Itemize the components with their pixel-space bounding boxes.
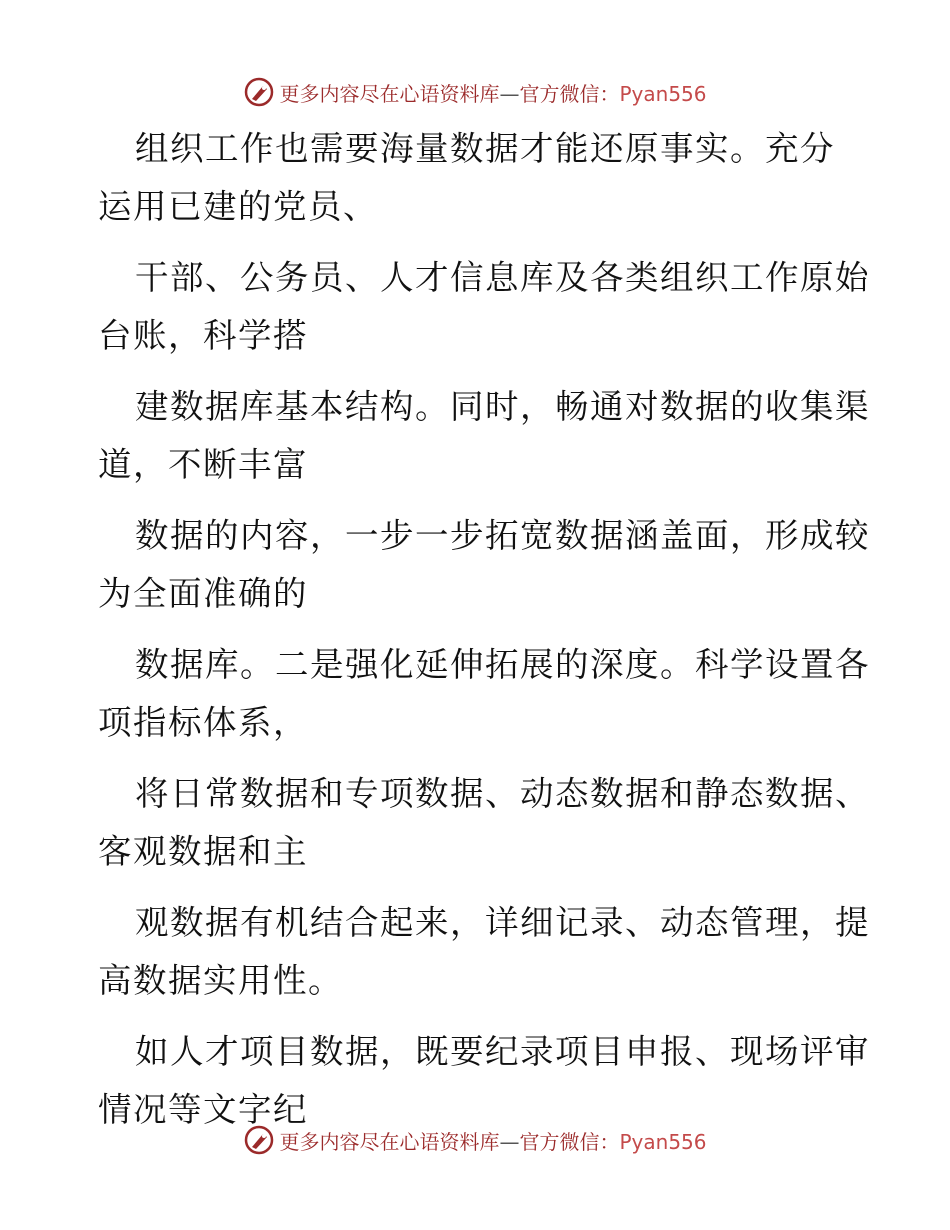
paragraph: [98, 765, 870, 881]
paragraph-line: 高数据实用性。: [98, 961, 343, 1000]
header-wechat-id: Pyan556: [619, 81, 707, 106]
footer-banner: [0, 1120, 950, 1160]
pen-nib-logo-icon: [243, 76, 275, 108]
header-banner: [0, 72, 950, 112]
paragraph-line: 为全面准确的: [98, 574, 308, 613]
paragraph-line: 台账，科学搭: [98, 316, 308, 355]
pen-nib-logo-icon: [243, 1124, 275, 1156]
footer-site-name: 更多内容尽在心语资料库: [279, 1129, 500, 1154]
paragraph-line: 组织工作也需要海量数据才能还原事实。充分: [135, 129, 835, 168]
paragraph-line: 数据的内容，一步一步拓宽数据涵盖面，形成较: [135, 516, 870, 555]
paragraph-line: 数据库。二是强化延伸拓展的深度。科学设置各: [135, 645, 870, 684]
paragraph-line: 运用已建的党员、: [98, 187, 378, 226]
paragraph: [98, 120, 858, 236]
paragraph-line: 客观数据和主: [98, 832, 308, 871]
paragraph: [98, 249, 870, 365]
footer-dash: —: [499, 1129, 520, 1154]
paragraph: [98, 894, 870, 1010]
paragraph-line: 观数据有机结合起来，详细记录、动态管理，提: [135, 903, 870, 942]
document-body: [98, 120, 870, 1152]
footer-wechat-id: Pyan556: [619, 1129, 707, 1154]
paragraph-line: 项指标体系，: [98, 703, 308, 742]
paragraph-line: 将日常数据和专项数据、动态数据和静态数据、: [135, 774, 870, 813]
paragraph: [98, 378, 870, 494]
header-dash: —: [499, 81, 520, 106]
footer-text: [279, 1126, 706, 1155]
paragraph-line: 如人才项目数据，既要纪录项目申报、现场评审: [135, 1032, 870, 1071]
paragraph-line: 情况等文字纪: [98, 1090, 308, 1129]
paragraph: [98, 507, 870, 623]
header-wechat-label: 官方微信：: [519, 81, 620, 106]
header-site-name: 更多内容尽在心语资料库: [279, 81, 500, 106]
paragraph-line: 干部、公务员、人才信息库及各类组织工作原始: [135, 258, 870, 297]
header-text: [279, 78, 706, 107]
paragraph-line: 建数据库基本结构。同时，畅通对数据的收集渠: [135, 387, 870, 426]
paragraph: [98, 636, 870, 752]
paragraph-line: 道，不断丰富: [98, 445, 308, 484]
footer-wechat-label: 官方微信：: [519, 1129, 620, 1154]
